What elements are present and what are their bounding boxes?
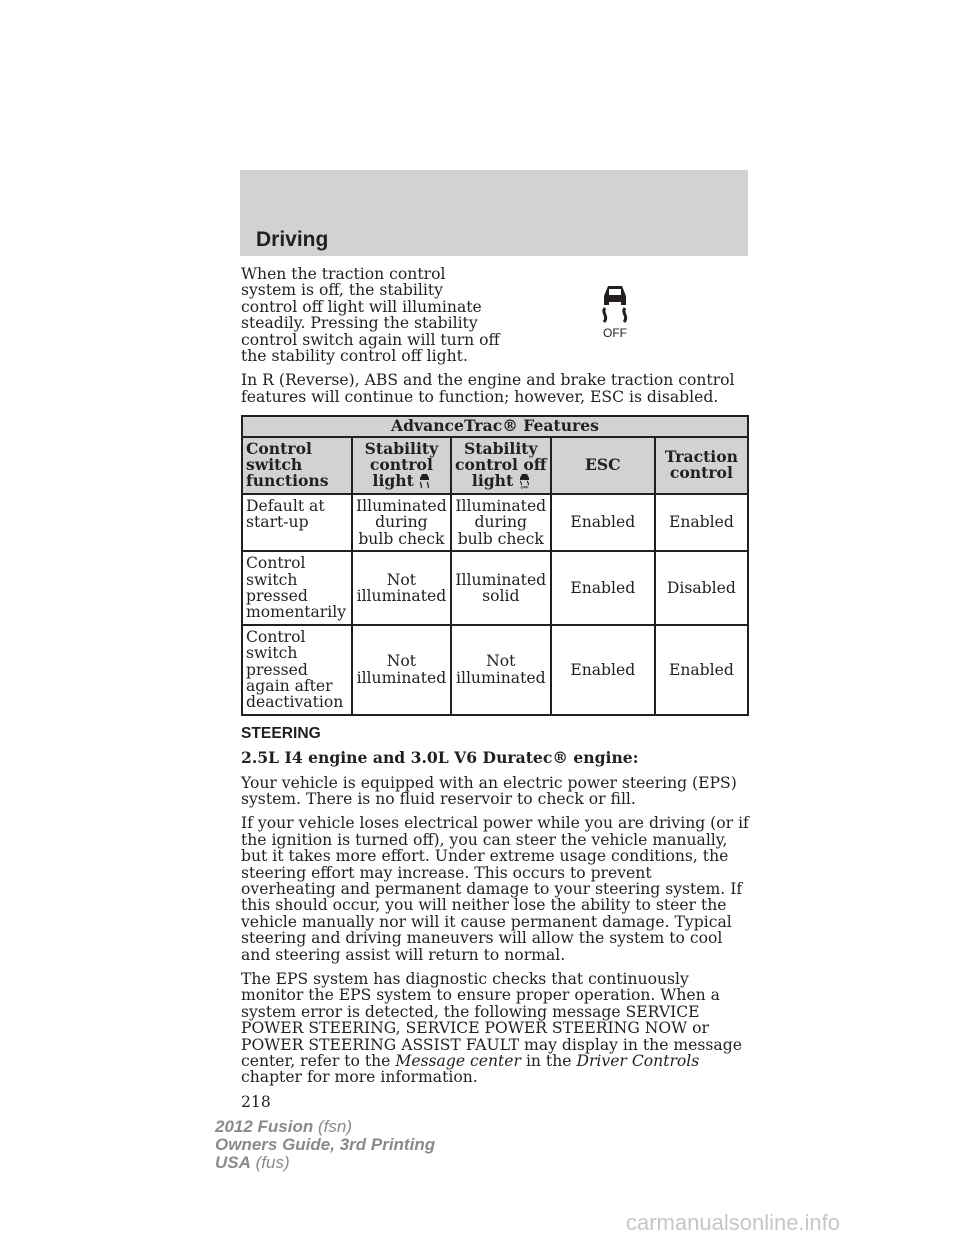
- table-header-row: [242, 437, 748, 494]
- header-traction: Traction control: [655, 437, 748, 494]
- message-center-reference: Message center: [395, 1052, 521, 1071]
- steering-paragraph-2: If your vehicle loses electrical power while you are driving (or if the ignition is turned off), you can steer the vehicle manually, but it takes more effort. Under extreme usage conditions, the steering effort may increase. This occurs to prevent overheating and permanent damage to your steering system. If this should occur, you will neither lose the ability to steer the vehicle manually nor will it cause permanent damage. Typical steering and driving maneuvers will allow the system to cool and steering assist will return to normal.: [241, 814, 749, 964]
- document-footer: 2012 Fusion (fsn) Owners Guide, 3rd Printing USA (fus): [215, 1117, 436, 1172]
- table-caption: AdvanceTrac® Features: [242, 416, 748, 436]
- cell-traction: Enabled: [655, 625, 748, 715]
- header-stability-off-light: Stability control off light OFF: [451, 437, 551, 494]
- cell-stability-off-light: Not illuminated: [451, 625, 551, 715]
- steering-paragraph-1: Your vehicle is equipped with an electric power steering (EPS) system. There is no fluid reservoir to check or fill.: [241, 773, 737, 808]
- header-stability-light: Stability control light: [352, 437, 451, 494]
- steering-subheading: 2.5L I4 engine and 3.0L V6 Duratec® engine:: [241, 748, 639, 768]
- cell-control: Control switch pressed again after deactivation: [242, 625, 352, 715]
- off-icon-label: OFF: [603, 326, 627, 340]
- driver-controls-reference: Driver Controls: [576, 1052, 700, 1071]
- cell-esc: Enabled: [551, 551, 655, 625]
- page-number: 218: [241, 1092, 271, 1111]
- stability-off-light-icon: [519, 473, 530, 489]
- table-row: [242, 551, 748, 625]
- cell-stability-light: Illuminated during bulb check: [352, 494, 451, 551]
- cell-traction: Disabled: [655, 551, 748, 625]
- header-esc: ESC: [551, 437, 655, 494]
- cell-control: Default at start-up: [242, 494, 352, 551]
- intro-block: [241, 266, 749, 364]
- stability-control-off-icon: [597, 282, 633, 340]
- section-header-bar: [240, 170, 748, 256]
- cell-stability-off-light: Illuminated solid: [451, 551, 551, 625]
- steering-paragraph-3: The EPS system has diagnostic checks that continuously monitor the EPS system to ensure proper operation. When a system error is detected, the following message SERVICE POWER STEERING, SERVICE POWER STEERING NOW or POWER STEERING ASSIST FAULT may display in the message center, refer to the Message center in the Driver Controls chapter for more information.: [241, 970, 742, 1087]
- cell-traction: Enabled: [655, 494, 748, 551]
- reverse-paragraph: In R (Reverse), ABS and the engine and brake traction control features will continue to function; however, ESC is disabled.: [241, 371, 735, 406]
- watermark: carmanualsonline.info: [626, 1210, 841, 1235]
- steering-heading: STEERING: [241, 724, 321, 742]
- advancetrac-features-table: [241, 415, 749, 716]
- section-title: Driving: [256, 228, 329, 251]
- stability-light-icon: [419, 473, 430, 489]
- header-control: Control switch functions: [242, 437, 352, 494]
- intro-paragraph: When the traction control system is off, the stability control off light will illuminate steadily. Pressing the stability control switch again will turn off the stability control off light.: [241, 265, 500, 366]
- cell-stability-off-light: Illuminated during bulb check: [451, 494, 551, 551]
- table-row: [242, 494, 748, 551]
- page-content: [241, 266, 749, 1110]
- cell-stability-light: Not illuminated: [352, 625, 451, 715]
- cell-esc: Enabled: [551, 625, 655, 715]
- table-row: [242, 625, 748, 715]
- small-off-label: OFF: [520, 485, 529, 490]
- cell-control: Control switch pressed momentarily: [242, 551, 352, 625]
- cell-stability-light: Not illuminated: [352, 551, 451, 625]
- cell-esc: Enabled: [551, 494, 655, 551]
